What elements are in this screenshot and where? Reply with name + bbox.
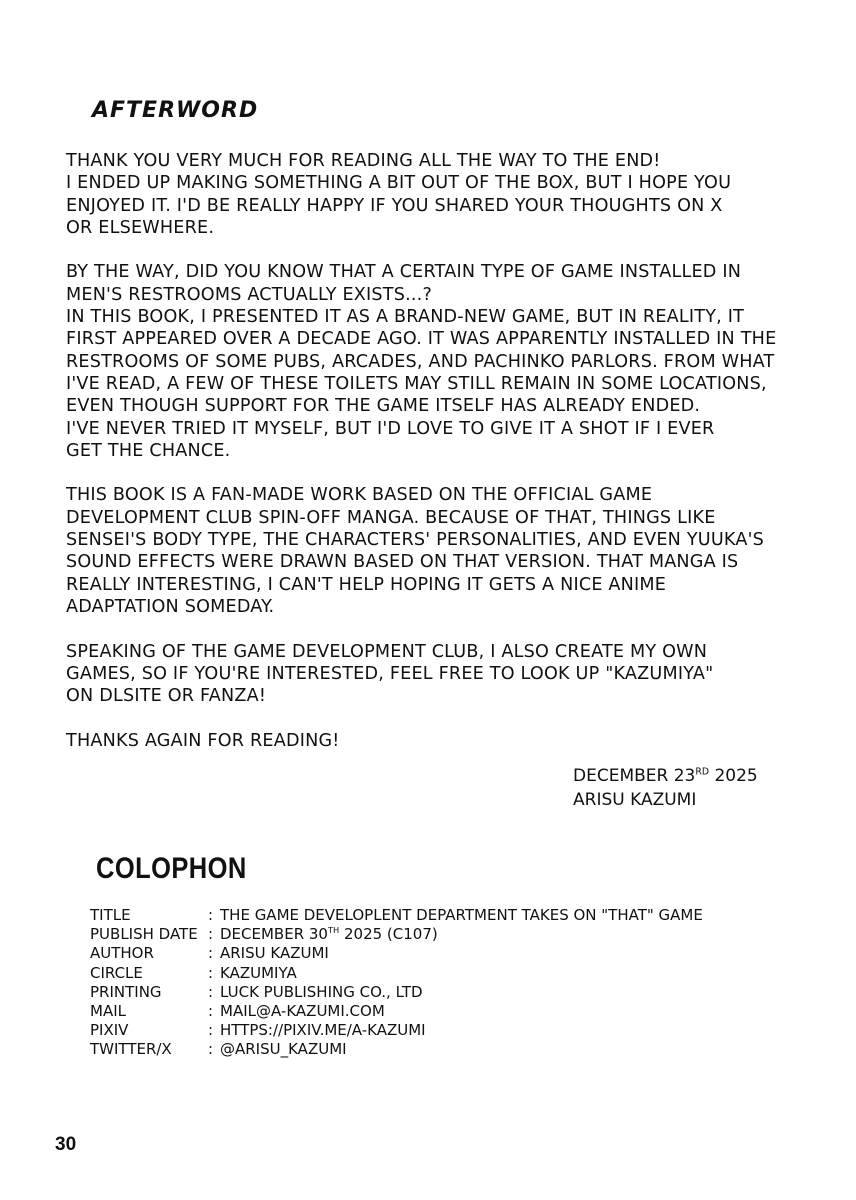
colophon-value: MAIL@A-KAZUMI.COM bbox=[220, 1002, 385, 1021]
colophon-separator: : bbox=[208, 944, 214, 963]
signature-date bbox=[573, 764, 758, 788]
text-line: THANKS AGAIN FOR READING! bbox=[66, 730, 340, 751]
text-line: BY THE WAY, DID YOU KNOW THAT A CERTAIN TYPE OF GAME INSTALLED IN bbox=[66, 262, 742, 283]
text-line: SPEAKING OF THE GAME DEVELOPMENT CLUB, I ALSO CREATE MY OWN bbox=[66, 641, 708, 662]
text-line: SOUND EFFECTS WERE DRAWN BASED ON THAT VERSION. THAT MANGA IS bbox=[66, 552, 739, 573]
text-line: I'VE NEVER TRIED IT MYSELF, BUT I'D LOVE TO GIVE IT A SHOT IF I EVER bbox=[66, 418, 715, 439]
colophon-key: MAIL bbox=[90, 1002, 126, 1021]
colophon-value: THE GAME DEVELOPLENT DEPARTMENT TAKES ON "THAT" GAME bbox=[220, 906, 703, 924]
colophon-value: @ARISU_KAZUMI bbox=[220, 1040, 347, 1059]
colophon-separator: : bbox=[208, 1002, 214, 1021]
afterword-paragraph bbox=[66, 150, 826, 239]
publish-date-day: DECEMBER 30 bbox=[220, 925, 328, 944]
colophon-separator: : bbox=[208, 963, 214, 982]
text-line: SENSEI'S BODY TYPE, THE CHARACTERS' PERSONALITIES, AND EVEN YUUKA'S bbox=[66, 530, 764, 551]
colophon-separator: : bbox=[208, 1040, 214, 1059]
signature-block bbox=[573, 764, 758, 812]
colophon-key: TWITTER/X bbox=[90, 1040, 172, 1059]
text-line: ON DLSITE OR FANZA! bbox=[66, 686, 267, 707]
text-line: THANK YOU VERY MUCH FOR READING ALL THE WAY TO THE END! bbox=[66, 151, 661, 171]
page-number: 30 bbox=[55, 1134, 77, 1155]
signature-date-ordinal: RD bbox=[695, 766, 710, 778]
colophon-value: KAZUMIYA bbox=[220, 963, 297, 982]
colophon-separator: : bbox=[208, 982, 214, 1001]
colophon-row-title bbox=[90, 906, 703, 925]
text-line: IN THIS BOOK, I PRESENTED IT AS A BRAND-NEW GAME, BUT IN REALITY, IT bbox=[66, 307, 745, 328]
colophon-table bbox=[90, 906, 703, 1060]
text-line: GET THE CHANCE. bbox=[66, 440, 231, 461]
colophon-row-twitter bbox=[90, 1040, 703, 1059]
colophon-row-circle bbox=[90, 964, 703, 983]
colophon-key: PUBLISH DATE bbox=[90, 925, 198, 944]
colophon-separator: : bbox=[208, 925, 214, 944]
signature-date-year: 2025 bbox=[709, 766, 758, 786]
colophon-row-author bbox=[90, 944, 703, 963]
colophon-separator: : bbox=[208, 1021, 214, 1040]
afterword-paragraph bbox=[66, 261, 826, 462]
text-line: ADAPTATION SOMEDAY. bbox=[66, 596, 275, 617]
colophon-value: LUCK PUBLISHING CO., LTD bbox=[220, 982, 423, 1001]
colophon-key: PRINTING bbox=[90, 982, 162, 1001]
text-line: RESTROOMS OF SOME PUBS, ARCADES, AND PACHINKO PARLORS. FROM WHAT bbox=[66, 351, 775, 372]
colophon-row-printing bbox=[90, 983, 703, 1002]
afterword-body bbox=[66, 150, 826, 774]
colophon-value bbox=[220, 925, 703, 944]
colophon-row-pixiv bbox=[90, 1021, 703, 1040]
colophon-key: PIXIV bbox=[90, 1021, 129, 1040]
afterword-title: AFTERWORD bbox=[92, 98, 259, 123]
text-line: MEN'S RESTROOMS ACTUALLY EXISTS...? bbox=[66, 284, 433, 305]
text-line: ENJOYED IT. I'D BE REALLY HAPPY IF YOU SHARED YOUR THOUGHTS ON X bbox=[66, 195, 723, 216]
text-line: I ENDED UP MAKING SOMETHING A BIT OUT OF THE BOX, BUT I HOPE YOU bbox=[66, 173, 732, 194]
afterword-paragraph bbox=[66, 641, 826, 708]
text-line: GAMES, SO IF YOU'RE INTERESTED, FEEL FREE TO LOOK UP "KAZUMIYA" bbox=[66, 663, 714, 684]
text-line: I'VE READ, A FEW OF THESE TOILETS MAY STILL REMAIN IN SOME LOCATIONS, bbox=[66, 373, 767, 394]
text-line: FIRST APPEARED OVER A DECADE AGO. IT WAS APPARENTLY INSTALLED IN THE bbox=[66, 329, 777, 350]
colophon-key: TITLE bbox=[90, 906, 131, 924]
signature-author: ARISU KAZUMI bbox=[573, 790, 697, 810]
text-line: THIS BOOK IS A FAN-MADE WORK BASED ON THE OFFICIAL GAME bbox=[66, 485, 653, 506]
colophon-row-publish-date bbox=[90, 925, 703, 944]
afterword-paragraph bbox=[66, 484, 826, 618]
colophon-key: AUTHOR bbox=[90, 944, 154, 963]
colophon-value: ARISU KAZUMI bbox=[220, 944, 329, 963]
text-line: DEVELOPMENT CLUB SPIN-OFF MANGA. BECAUSE OF THAT, THINGS LIKE bbox=[66, 507, 716, 528]
afterword-paragraph bbox=[66, 730, 826, 752]
text-line: EVEN THOUGH SUPPORT FOR THE GAME ITSELF HAS ALREADY ENDED. bbox=[66, 396, 701, 417]
publish-date-ordinal: TH bbox=[327, 925, 340, 936]
text-line: REALLY INTERESTING, I CAN'T HELP HOPING IT GETS A NICE ANIME bbox=[66, 574, 667, 595]
signature-date-day: DECEMBER 23 bbox=[573, 766, 696, 786]
colophon-title: COLOPHON bbox=[96, 852, 247, 885]
publish-date-rest: 2025 (C107) bbox=[339, 925, 438, 944]
colophon-value: HTTPS://PIXIV.ME/A-KAZUMI bbox=[220, 1021, 426, 1040]
colophon-key: CIRCLE bbox=[90, 963, 143, 982]
text-line: OR ELSEWHERE. bbox=[66, 217, 215, 238]
colophon-row-mail bbox=[90, 1002, 703, 1021]
colophon-separator: : bbox=[208, 906, 214, 924]
